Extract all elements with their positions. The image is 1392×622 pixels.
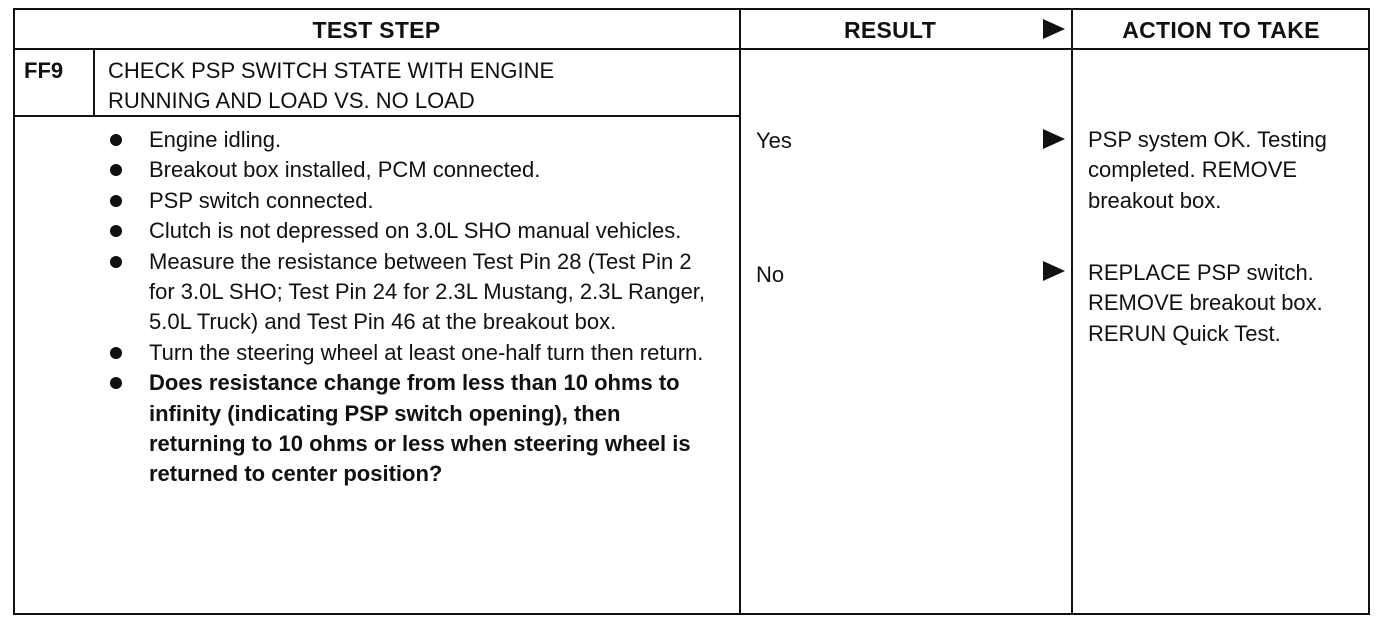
bullet-icon [110, 134, 122, 146]
list-item [106, 216, 716, 246]
bullet-icon [110, 347, 122, 359]
result-arrow-icon [1043, 19, 1065, 39]
result-column-divider [739, 8, 741, 615]
bullet-icon [110, 195, 122, 207]
list-item [106, 247, 716, 338]
test-step-header: TEST STEP [312, 16, 441, 43]
list-item [106, 186, 716, 216]
step-title [108, 56, 708, 116]
no-arrow-icon [1043, 261, 1065, 281]
step-title-line-1: CHECK PSP SWITCH STATE WITH ENGINE [108, 58, 555, 83]
list-item-text: Measure the resistance between Test Pin 28 (Test Pin 2 for 3.0L SHO; Test Pin 24 for 2.3L Mustang, 2.3L Ranger, 5.0L Truck) and Test Pin 46 at the breakout box. [149, 248, 706, 335]
list-item-text: Breakout box installed, PCM connected. [149, 157, 541, 183]
action-header: ACTION TO TAKE [1122, 16, 1320, 43]
action-no: REPLACE PSP switch. REMOVE breakout box. RERUN Quick Test. [1088, 260, 1323, 346]
bullet-icon [110, 164, 122, 176]
list-item-text: PSP switch connected. [149, 187, 374, 213]
list-item [106, 125, 716, 155]
step-title-line-2: RUNNING AND LOAD VS. NO LOAD [108, 88, 475, 113]
result-yes: Yes [756, 128, 792, 153]
list-item-question [106, 368, 716, 490]
step-id-divider [93, 48, 95, 116]
result-no: No [756, 262, 785, 287]
list-item-text: Does resistance change from less than 10 ohms to infinity (indicating PSP switch opening), then returning to 10 ohms or less when steering wheel is returned to center position? [149, 370, 691, 487]
bullet-icon [110, 377, 122, 389]
action-yes: PSP system OK. Testing completed. REMOVE breakout box. [1088, 127, 1327, 213]
test-procedure-list [106, 125, 716, 490]
list-item [106, 338, 716, 368]
list-item-text: Engine idling. [149, 127, 282, 152]
yes-arrow-icon [1043, 129, 1065, 149]
action-column-divider [1071, 8, 1073, 615]
bullet-icon [110, 225, 122, 237]
bullet-icon [110, 256, 122, 268]
result-header: RESULT [843, 16, 937, 43]
step-id: FF9 [24, 58, 64, 83]
list-item [106, 155, 716, 185]
list-item-text: Turn the steering wheel at least one-half turn then return. [149, 339, 704, 365]
list-item-text: Clutch is not depressed on 3.0L SHO manual vehicles. [149, 218, 682, 244]
